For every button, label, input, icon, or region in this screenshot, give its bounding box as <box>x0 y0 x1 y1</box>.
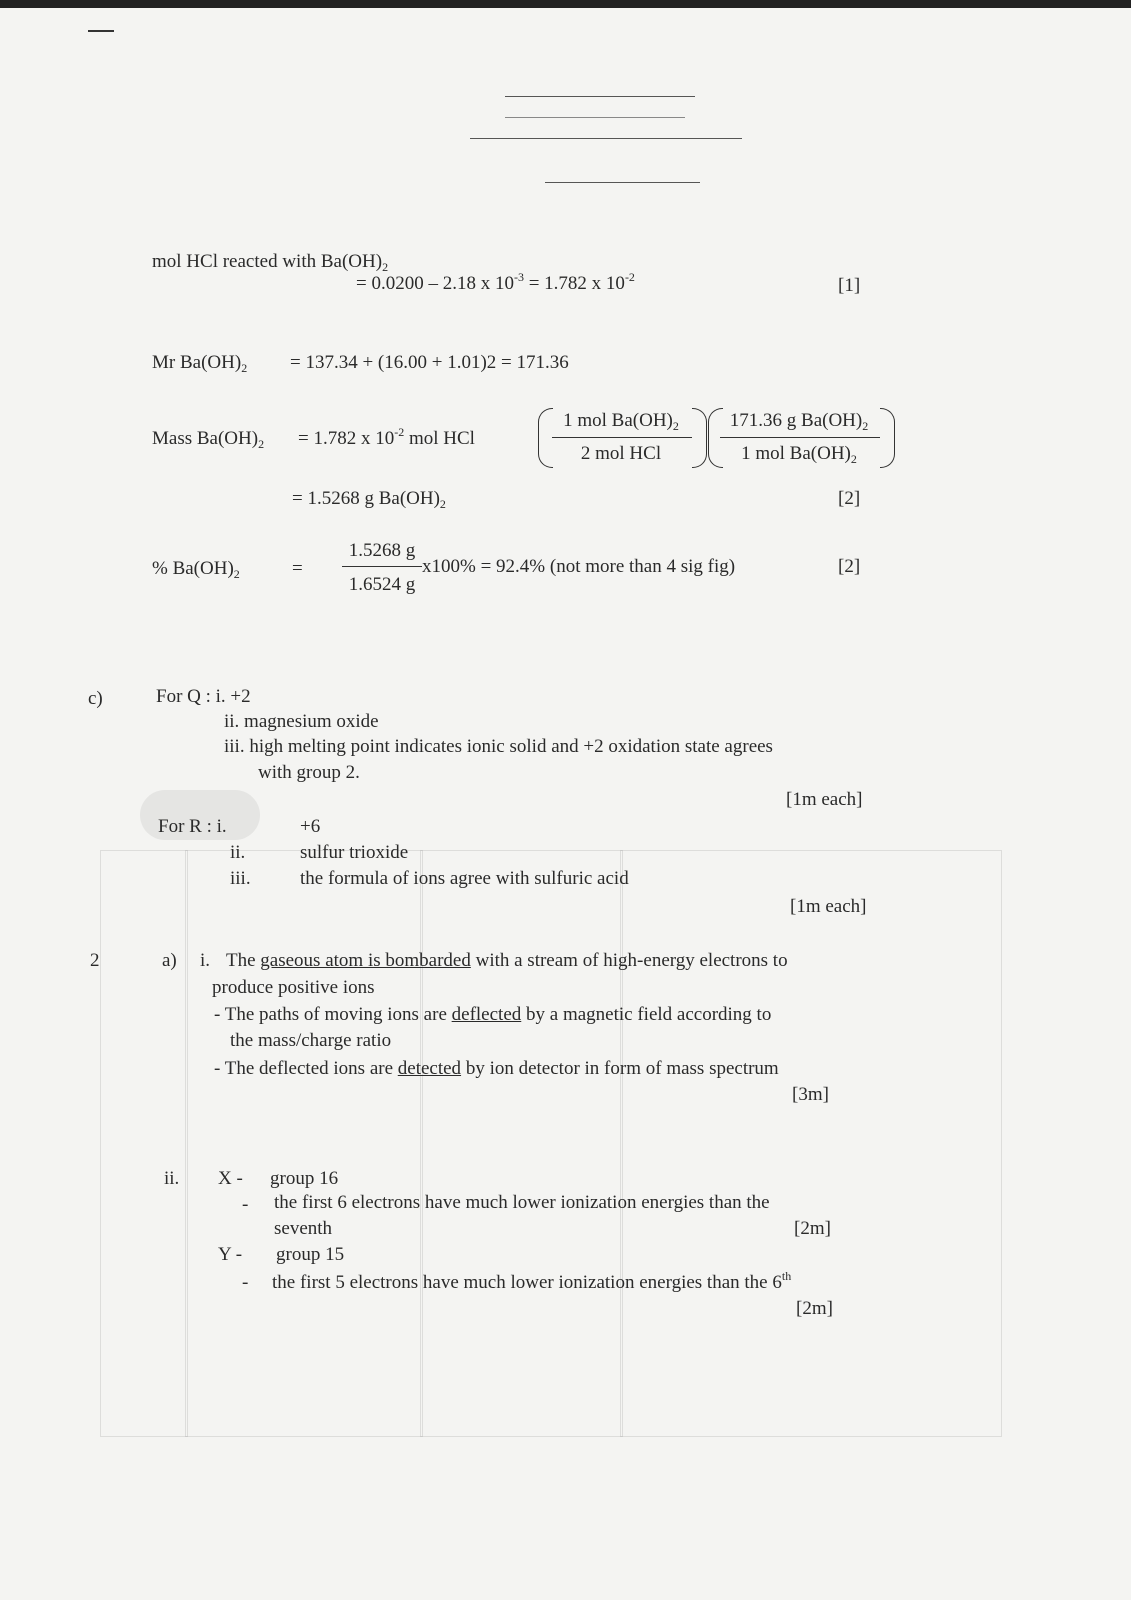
q-answer-i: For Q : i. +2 <box>156 686 251 707</box>
fraction-1-denominator: 2 mol HCl <box>580 443 662 464</box>
mol-hcl-equation: = 0.0200 – 2.18 x $10^{-3} = 1.782$ x $10^{-2}$ <box>356 270 635 294</box>
q2-i-line2: produce positive ions <box>212 977 375 998</box>
x-reason: the first 6 electrons have much lower ionization energies than the <box>274 1192 770 1213</box>
x-label: X - <box>218 1168 243 1189</box>
q2-part-a: a) <box>162 950 177 971</box>
q2-i-bullet3: - The deflected ions are detected by ion detector in form of mass spectrum <box>214 1058 779 1079</box>
ghost-table-col1 <box>185 850 188 1437</box>
percent-mark: [2] <box>838 556 861 577</box>
fraction-2-numerator: 171.36 g $Ba(OH)_2$ <box>729 410 869 433</box>
right-paren-2 <box>880 408 895 468</box>
percent-denominator: 1.6524 g <box>348 574 416 595</box>
x-dash: - <box>242 1194 249 1215</box>
scan-header-line-4 <box>545 182 700 183</box>
ghost-table-col2 <box>420 850 423 1437</box>
fraction-2-bar <box>720 437 880 438</box>
r-answer-iii: the formula of ions agree with sulfuric acid <box>300 868 629 889</box>
x-mark: [2m] <box>794 1218 831 1239</box>
r-label: For R : i. <box>158 816 227 837</box>
r-iii-num: iii. <box>230 868 251 889</box>
r-answer-i: +6 <box>300 816 321 837</box>
scan-top-border <box>0 0 1131 8</box>
mass-label: Mass $Ba(OH)_2$ <box>152 428 265 451</box>
x-reason-cont: seventh <box>274 1218 333 1239</box>
q2-i-bullet2: - The paths of moving ions are deflected by a magnetic field according to <box>214 1004 772 1025</box>
r-answer-ii: sulfur trioxide <box>300 842 409 863</box>
percent-numerator: 1.5268 g <box>348 540 416 561</box>
y-mark: [2m] <box>796 1298 833 1319</box>
question-2-number: 2 <box>90 950 100 971</box>
r-mark: [1m each] <box>790 896 867 917</box>
x-group: group 16 <box>270 1168 339 1189</box>
scan-mark <box>88 30 114 32</box>
fraction-1-bar <box>552 437 692 438</box>
scan-header-line-3 <box>470 138 742 139</box>
q-answer-iii-cont: with group 2. <box>258 762 360 783</box>
q2-i-mark: [3m] <box>792 1084 829 1105</box>
y-reason: the first 5 electrons have much lower ionization energies than the 6th <box>272 1269 792 1293</box>
mol-hcl-label: mol HCl reacted with $Ba(OH)_2$ <box>152 251 389 274</box>
y-label: Y - <box>218 1244 243 1265</box>
r-ii-num: ii. <box>230 842 246 863</box>
q2-i-label: i. <box>200 950 211 971</box>
q2-ii-label: ii. <box>164 1168 180 1189</box>
mass-result: = 1.5268 g $Ba(OH)_2$ <box>292 488 446 511</box>
q-answer-iii: iii. high melting point indicates ionic solid and +2 oxidation state agrees <box>224 736 773 757</box>
fraction-2-denominator: 1 mol $Ba(OH)_2$ <box>741 443 857 466</box>
percent-equals: = <box>292 558 303 579</box>
ghost-table <box>100 850 1002 1437</box>
ghost-table-col3 <box>620 850 623 1437</box>
q-answer-ii: ii. magnesium oxide <box>224 711 379 732</box>
mol-hcl-mark: [1] <box>838 275 861 296</box>
scan-header-line-1 <box>505 96 695 97</box>
q-mark: [1m each] <box>786 789 863 810</box>
mr-label: Mr $Ba(OH)_2$ <box>152 352 248 375</box>
scan-header-line-2 <box>505 117 685 118</box>
fraction-1-numerator: 1 mol $Ba(OH)_2$ <box>563 410 679 433</box>
q2-i-bullet2-cont: the mass/charge ratio <box>230 1030 392 1051</box>
percent-bar <box>342 566 422 567</box>
mass-equation: = 1.782 x $10^{-2}$ mol HCl <box>298 425 475 449</box>
right-paren-1 <box>692 408 707 468</box>
y-dash: - <box>242 1272 249 1293</box>
part-c-label: c) <box>88 688 103 709</box>
percent-result: x100% = 92.4% (not more than 4 sig fig) <box>422 556 736 577</box>
mr-equation: = 137.34 + (16.00 + 1.01)2 = 171.36 <box>290 352 569 373</box>
q2-i-line1: The gaseous atom is bombarded with a stream of high-energy electrons to <box>226 950 788 971</box>
mass-mark: [2] <box>838 488 861 509</box>
percent-label: % $Ba(OH)_2$ <box>152 558 240 581</box>
y-group: group 15 <box>276 1244 345 1265</box>
